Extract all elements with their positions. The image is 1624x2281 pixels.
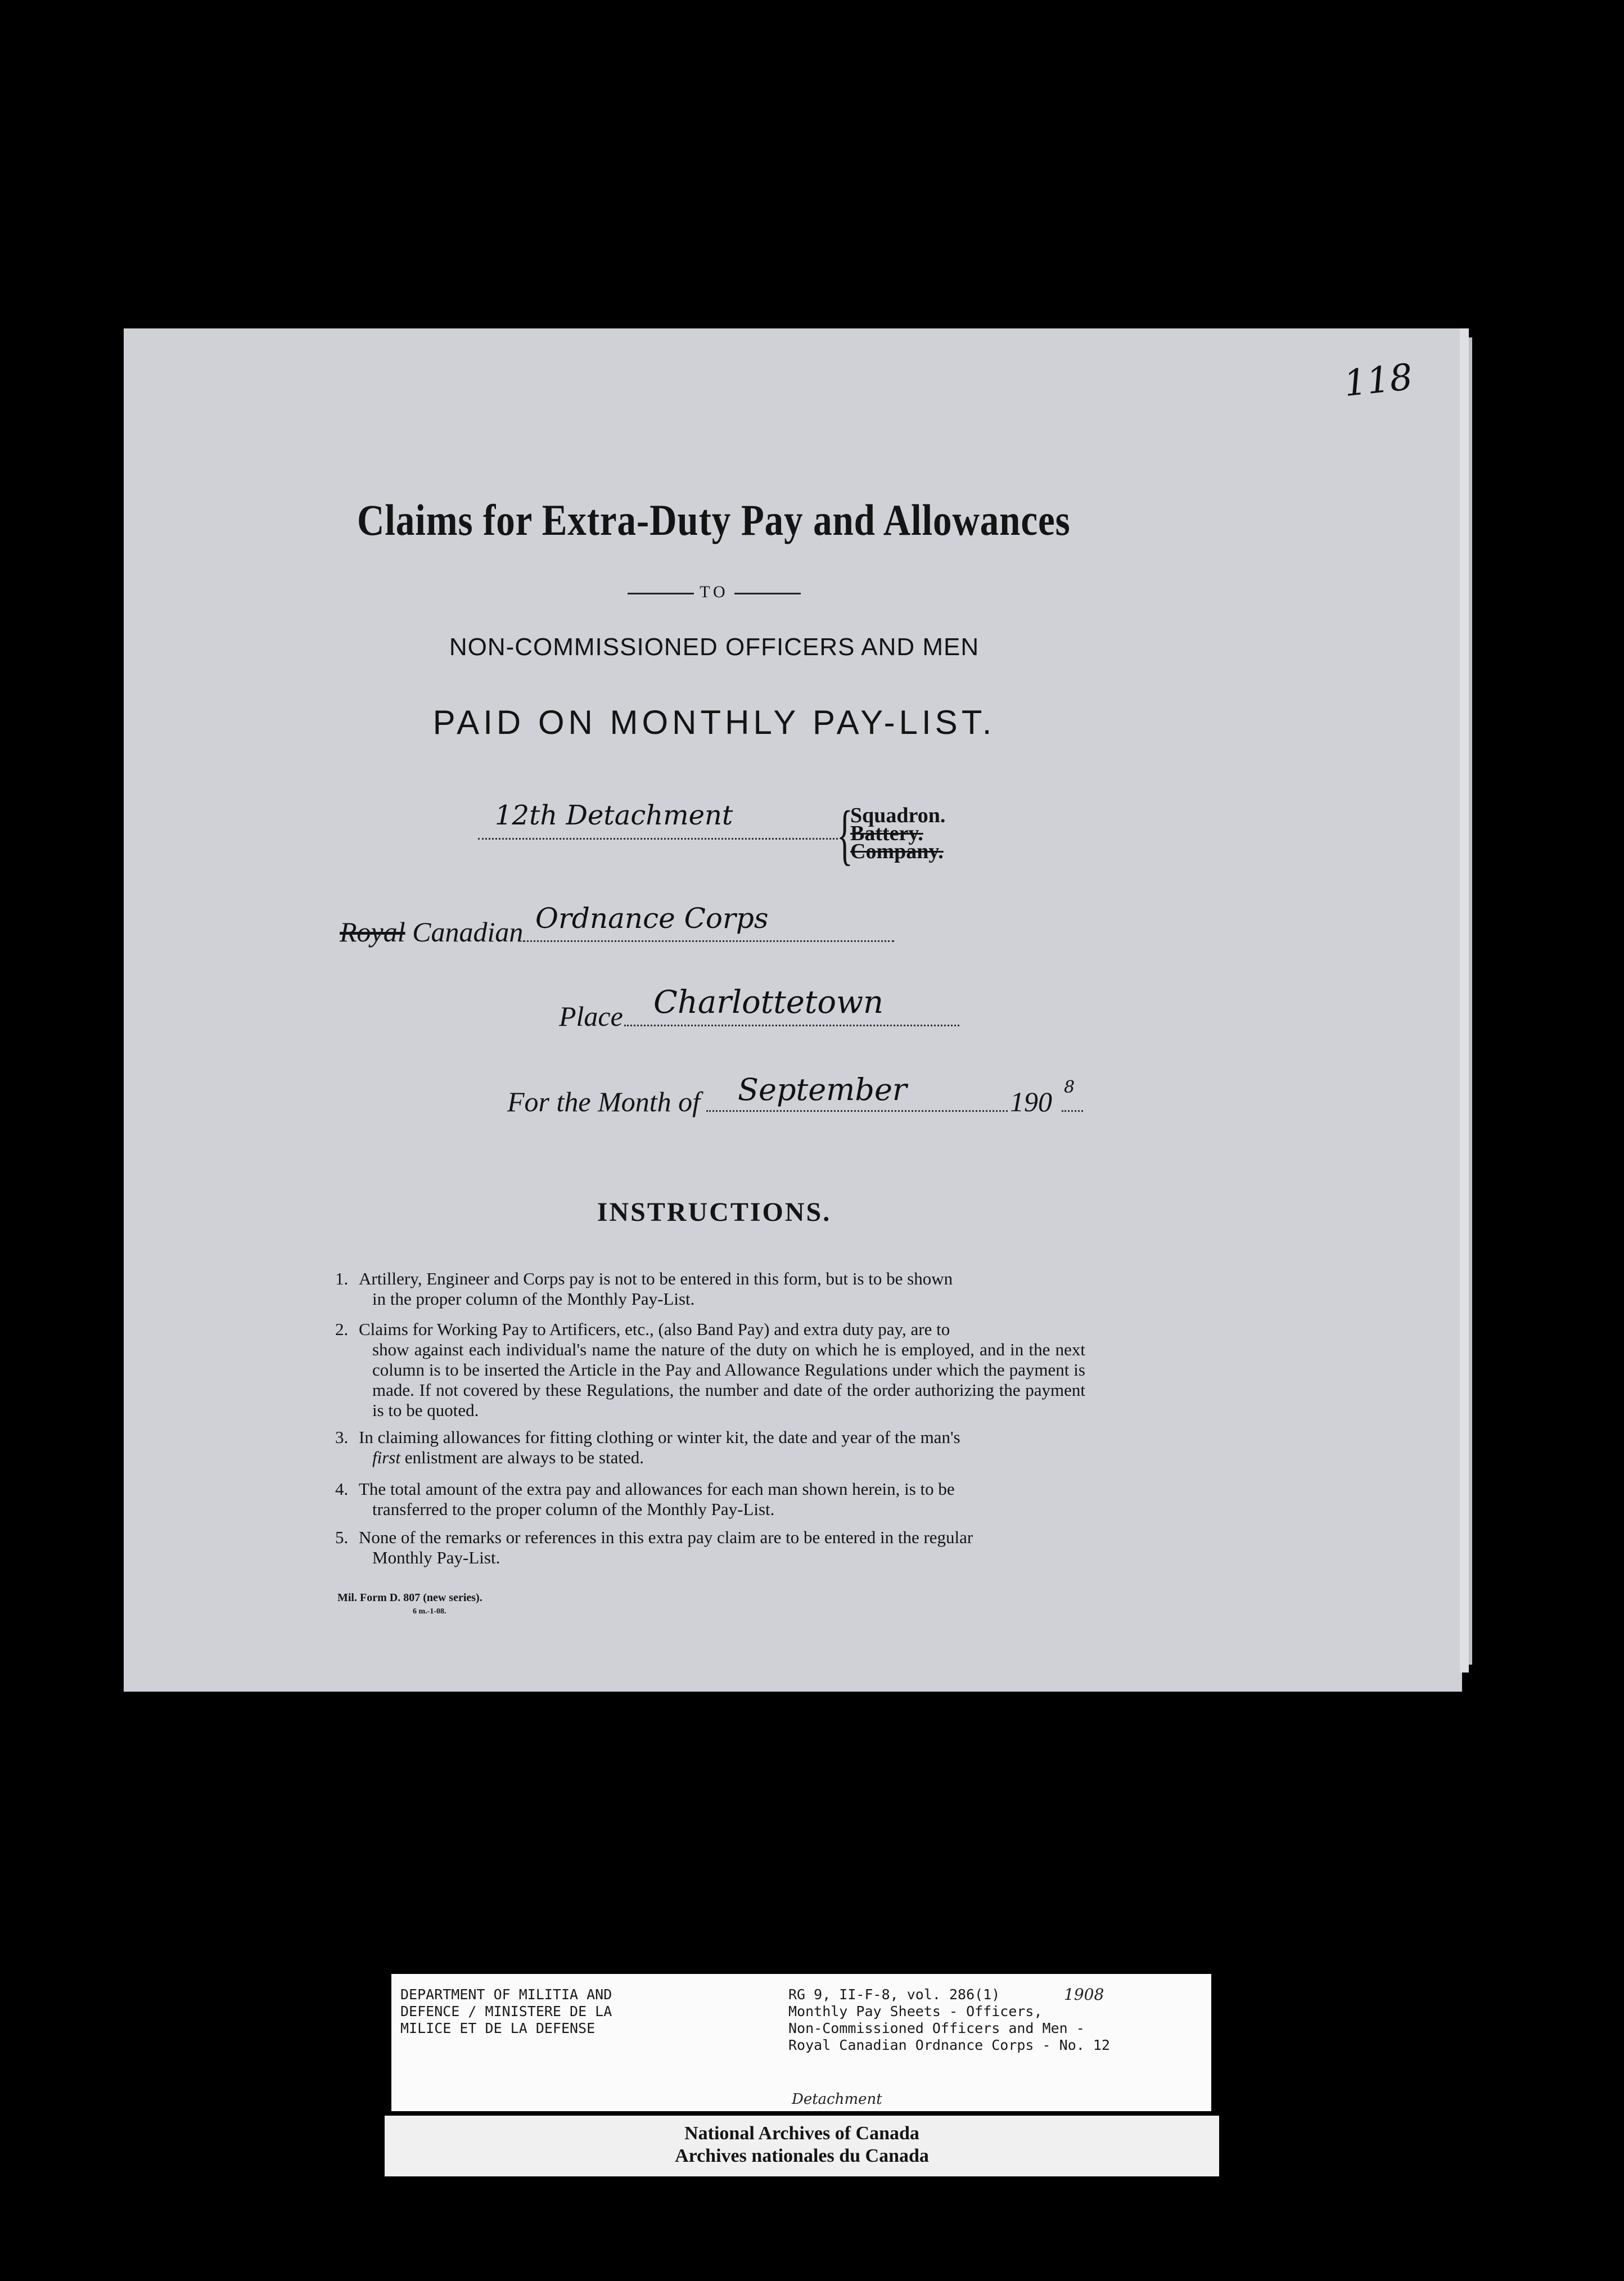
month-value: September xyxy=(738,1072,907,1107)
instructions-title: INSTRUCTIONS. xyxy=(597,1197,832,1227)
to-word: TO xyxy=(700,583,729,601)
instruction-number: 5. xyxy=(335,1527,349,1547)
instruction-text: The total amount of the extra pay and allowances for each man shown herein, is to be xyxy=(359,1479,955,1499)
form-subtitle-recipients: NON-COMMISSIONED OFFICERS AND MEN xyxy=(449,633,980,661)
reference-year-handwritten: 1908 xyxy=(1064,1985,1104,2004)
reference-line: Monthly Pay Sheets - Officers, xyxy=(788,2003,1043,2019)
instruction-item xyxy=(335,1527,1085,1568)
corps-prefix: Canadian xyxy=(412,916,524,948)
to-rule-left xyxy=(628,593,694,594)
sheet-edge xyxy=(1460,328,1469,1673)
instruction-number: 2. xyxy=(335,1319,349,1339)
department-line: MILICE ET DE LA DEFENSE xyxy=(400,2020,596,2036)
reference-line: Non-Commissioned Officers and Men - xyxy=(788,2020,1085,2036)
instruction-item xyxy=(335,1269,1085,1309)
month-label: For the Month of xyxy=(507,1086,701,1117)
unit-option-battery: Battery. xyxy=(850,822,923,845)
sheet-edge-shadow xyxy=(1469,337,1472,1665)
instruction-text-continued xyxy=(335,1448,1085,1468)
unit-option-company: Company. xyxy=(850,840,944,863)
unit-field xyxy=(478,800,838,840)
archive-name-english: National Archives of Canada xyxy=(684,2123,919,2144)
place-label: Place xyxy=(559,1000,623,1032)
month-field xyxy=(706,1072,1008,1112)
form-print-code: 6 m.-1-08. xyxy=(413,1607,446,1616)
instruction-text: In claiming allowances for fitting clothing or winter kit, the date and year of the man's xyxy=(359,1427,960,1447)
year-field xyxy=(1062,1080,1083,1112)
place-field xyxy=(624,984,959,1026)
instruction-text: None of the remarks or references in this extra pay claim are to be entered in the regular xyxy=(359,1527,973,1547)
instruction-number: 4. xyxy=(335,1479,349,1499)
instruction-text-continued: in the proper column of the Monthly Pay-List. xyxy=(372,1289,695,1309)
unit-value: 12th Detachment xyxy=(495,800,733,831)
corps-label xyxy=(340,916,523,948)
corps-prefix-struck: Royal xyxy=(340,916,405,948)
corps-value: Ordnance Corps xyxy=(535,902,769,935)
form-subtitle-paylist: PAID ON MONTHLY PAY-LIST. xyxy=(432,704,996,741)
instruction-text-tail: enlistment are always to be stated. xyxy=(400,1448,644,1467)
department-line: DEPARTMENT OF MILITIA AND xyxy=(400,1986,612,2003)
instruction-text: Claims for Working Pay to Artificers, etc., (also Band Pay) and extra duty pay, are to xyxy=(359,1319,950,1339)
form-number: Mil. Form D. 807 (new series). xyxy=(337,1592,482,1604)
instruction-item xyxy=(335,1479,1085,1520)
instruction-item xyxy=(335,1319,1085,1421)
department-name xyxy=(400,1986,612,2037)
instruction-emphasis: first xyxy=(372,1448,400,1467)
instruction-text: Artillery, Engineer and Corps pay is not to be entered in this form, but is to be shown xyxy=(359,1269,953,1288)
year-label: 190 xyxy=(1010,1086,1052,1117)
to-rule-right xyxy=(734,593,801,594)
instruction-text-continued: transferred to the proper column of the Monthly Pay-List. xyxy=(372,1499,775,1519)
unit-option-squadron: Squadron. xyxy=(850,804,946,827)
place-value: Charlottetown xyxy=(653,984,884,1021)
corps-field xyxy=(523,902,894,942)
archive-name-french: Archives nationales du Canada xyxy=(675,2145,929,2166)
instruction-text-continued: show against each individual's name the nature of the duty on which he is employed, and in the next column is to be inserted the Article in the Pay and Allowance Regulations under which the payment is made. If not covered by these Regulations, the number and date of the order authorizing the payment is to be quoted. xyxy=(372,1340,1085,1420)
record-reference xyxy=(788,1986,1110,2054)
instruction-number: 1. xyxy=(335,1269,349,1288)
year-value: 8 xyxy=(1064,1078,1075,1097)
department-line: DEFENCE / MINISTERE DE LA xyxy=(400,2003,612,2019)
instruction-text-continued: Monthly Pay-List. xyxy=(372,1548,500,1567)
reference-line: RG 9, II-F-8, vol. 286(1) xyxy=(788,1986,1000,2003)
instruction-item xyxy=(335,1427,1085,1468)
page-number: 118 xyxy=(1342,356,1415,405)
instruction-number: 3. xyxy=(335,1427,349,1447)
form-title: Claims for Extra-Duty Pay and Allowances xyxy=(357,495,1071,544)
reference-detachment-handwritten: Detachment xyxy=(792,2091,882,2108)
reference-line: Royal Canadian Ordnance Corps - No. 12 xyxy=(788,2037,1110,2053)
to-line xyxy=(0,583,1428,602)
unit-brace: { xyxy=(837,797,853,872)
archive-reference-label xyxy=(391,1974,1211,2111)
archive-name-label xyxy=(385,2116,1219,2176)
